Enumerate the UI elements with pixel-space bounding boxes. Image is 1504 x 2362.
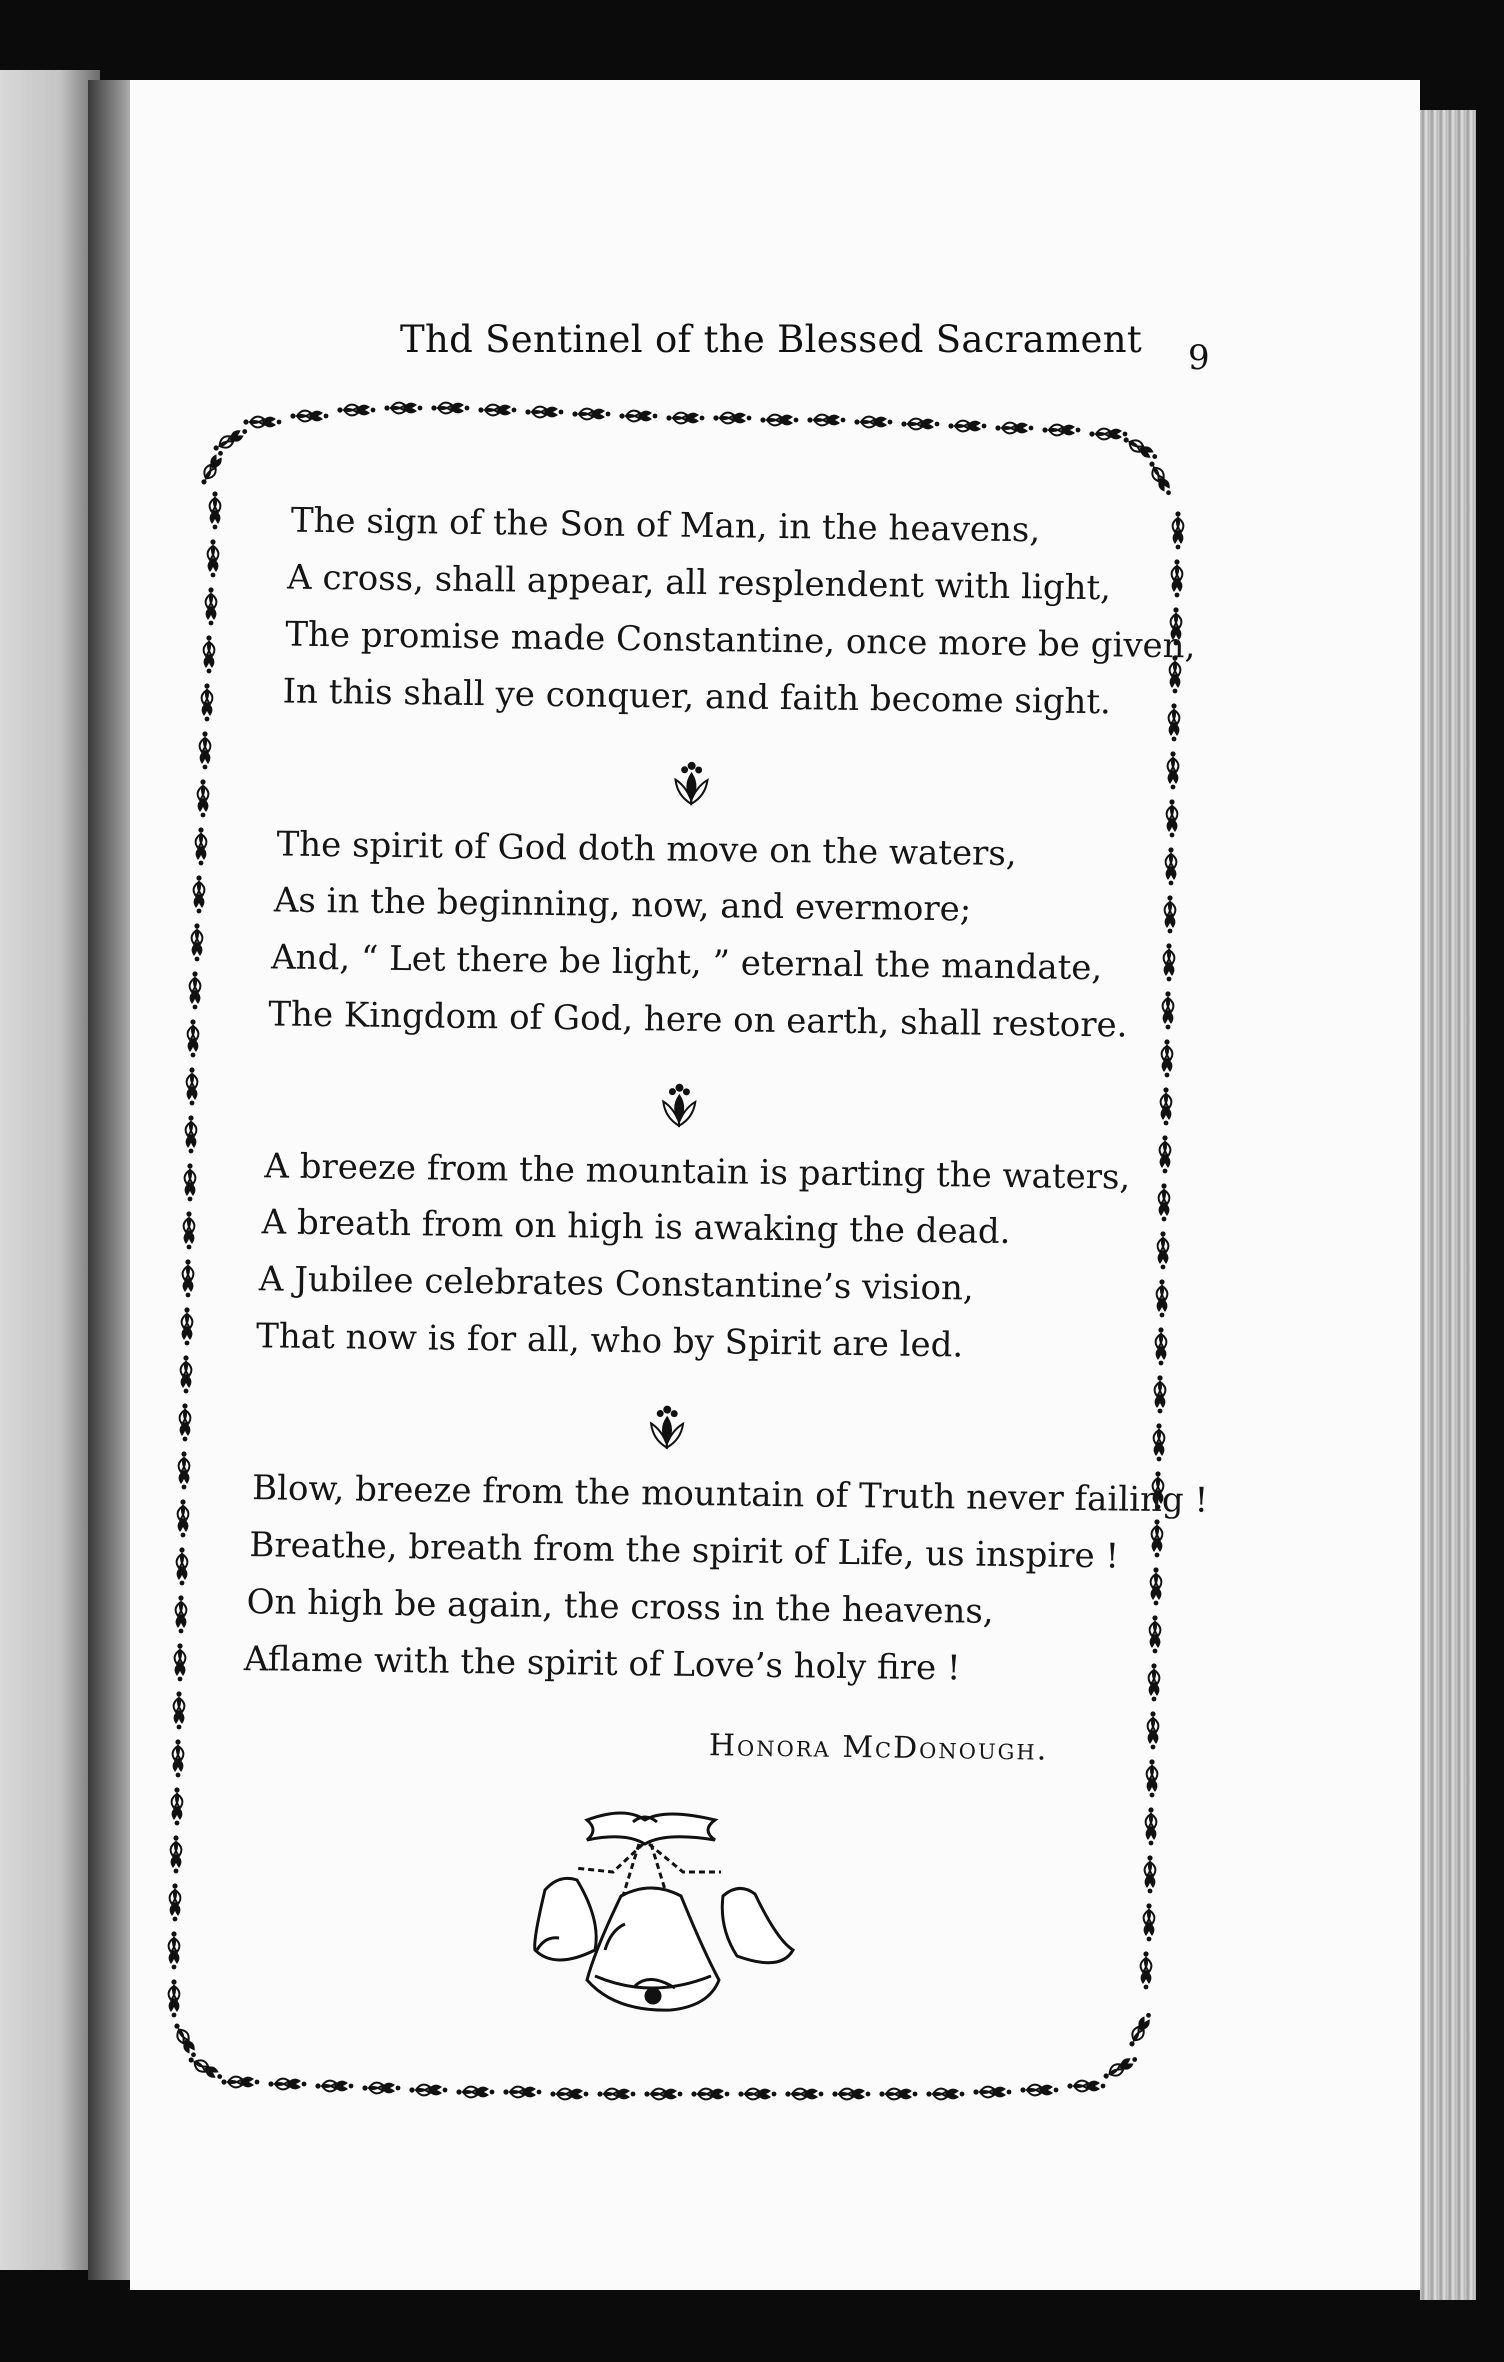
poem-line: A breeze from the mountain is parting the waters, <box>264 1146 1131 1198</box>
poem-line: The promise made Constantine, once more be given, <box>285 614 1196 667</box>
poem-line: A cross, shall appear, all resplendent with light, <box>286 557 1112 609</box>
poem-line: As in the beginning, now, and evermore; <box>273 880 972 930</box>
poem-author: Honora McDonough. <box>708 1728 1049 1768</box>
poem-line: The sign of the Son of Man, in the heavens, <box>290 500 1041 551</box>
poem-line: The Kingdom of God, here on earth, shall restore. <box>268 994 1128 1046</box>
poem-line: That now is for all, who by Spirit are led. <box>255 1316 964 1366</box>
fleuron-icon <box>657 1081 702 1130</box>
fleuron-icon <box>669 760 714 809</box>
poem-line: Aflame with the spirit of Love’s holy fire ! <box>243 1639 961 1689</box>
bells-icon <box>515 1800 815 2020</box>
poem-line: And, “ Let there be light, ” eternal the mandate, <box>270 937 1103 989</box>
page-number: 9 <box>1188 338 1210 378</box>
fleuron-icon <box>645 1403 690 1452</box>
poem-line: A breath from on high is awaking the dead. <box>261 1202 1011 1253</box>
poem-line: In this shall ye conquer, and faith become sight. <box>282 671 1112 723</box>
poem-line: On high be again, the cross in the heavens, <box>246 1582 994 1632</box>
poem-line: Blow, breeze from the mountain of Truth never failing ! <box>251 1468 1209 1521</box>
running-title: Thd Sentinel of the Blessed Sacrament <box>400 318 1143 361</box>
poem-line: Breathe, breath from the spirit of Life, us inspire ! <box>249 1525 1120 1577</box>
poem-line: A Jubilee celebrates Constantine’s vision, <box>258 1259 974 1309</box>
poem-line: The spirit of God doth move on the waters, <box>276 824 1017 875</box>
